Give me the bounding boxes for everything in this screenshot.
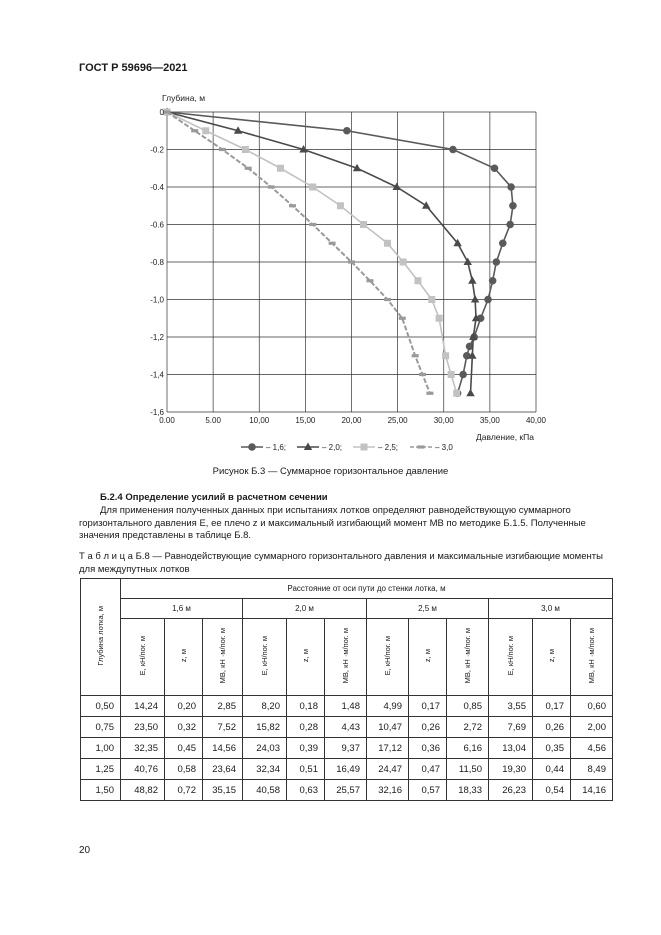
- value-cell: 0,18: [287, 696, 325, 717]
- chart-ticks: [150, 108, 546, 425]
- legend-label: – 2,0;: [322, 443, 343, 452]
- data-point-dash: [366, 279, 373, 282]
- chart-series: [163, 108, 517, 398]
- data-point-circle: [343, 127, 351, 135]
- data-point-dash: [384, 298, 391, 301]
- value-cell: 40,58: [243, 780, 287, 801]
- data-point-square: [361, 444, 368, 451]
- y-tick-label: -1,4: [150, 370, 164, 380]
- subheader: z, м: [423, 649, 432, 663]
- data-point-triangle: [422, 201, 430, 209]
- subheader-cell: [409, 619, 447, 696]
- value-cell: 2,85: [203, 696, 243, 717]
- value-cell: 15,82: [243, 717, 287, 738]
- distance-header: Расстояние от оси пути до стенки лотка, м: [121, 579, 613, 599]
- subheader-cell: [447, 619, 489, 696]
- value-cell: 2,00: [571, 717, 613, 738]
- subheader: z, м: [301, 649, 310, 663]
- value-cell: 19,30: [489, 759, 533, 780]
- value-cell: 23,50: [121, 717, 165, 738]
- value-cell: 32,35: [121, 738, 165, 759]
- data-point-square: [337, 202, 344, 209]
- chart-legend: [241, 443, 453, 453]
- value-cell: 6,16: [447, 738, 489, 759]
- x-tick-label: 30,00: [433, 416, 454, 425]
- data-point-circle: [509, 202, 517, 210]
- group-header-0: 1,6 м: [121, 599, 243, 619]
- table-title: Т а б л и ц а Б.8 — Равнодействующие суммарного горизонтального давления и максимальные изгибающие моменты для междупутных лотков: [79, 551, 603, 575]
- value-cell: 24,47: [367, 759, 409, 780]
- value-cell: 3,55: [489, 696, 533, 717]
- value-cell: 26,23: [489, 780, 533, 801]
- y-tick-label: 0: [159, 108, 164, 117]
- data-point-circle: [248, 443, 256, 451]
- subheader-cell: [165, 619, 203, 696]
- x-tick-label: 5.00: [205, 416, 221, 425]
- data-point-dash: [164, 110, 171, 113]
- value-cell: 0,45: [165, 738, 203, 759]
- data-point-square: [277, 165, 284, 172]
- data-point-triangle: [464, 258, 472, 266]
- subheader-cell: [243, 619, 287, 696]
- value-cell: 0,17: [533, 696, 571, 717]
- y-tick-label: -0.2: [150, 145, 164, 155]
- series-1: [163, 108, 517, 397]
- depth-cell: 1,25: [81, 759, 121, 780]
- depth-cell: 1,00: [81, 738, 121, 759]
- subheader-cell: [203, 619, 243, 696]
- data-point-square: [202, 127, 209, 134]
- data-point-dash: [245, 167, 252, 170]
- section-heading: Б.2.4 Определение усилий в расчетном сечении: [100, 492, 328, 503]
- value-cell: 7,69: [489, 717, 533, 738]
- data-point-dash: [412, 354, 419, 357]
- value-cell: 4,99: [367, 696, 409, 717]
- value-cell: 0,35: [533, 738, 571, 759]
- data-point-square: [442, 352, 449, 359]
- data-point-square: [448, 371, 455, 378]
- value-cell: 32,16: [367, 780, 409, 801]
- value-cell: 25,57: [325, 780, 367, 801]
- value-cell: 0,44: [533, 759, 571, 780]
- figure-caption: Рисунок Б.3 — Суммарное горизонтальное давление: [212, 466, 449, 477]
- subheader-cell: [533, 619, 571, 696]
- group-header-3: 3,0 м: [489, 599, 613, 619]
- subheader: z, м: [179, 649, 188, 663]
- value-cell: 0,26: [409, 717, 447, 738]
- x-tick-label: 20,00: [341, 416, 362, 425]
- value-cell: 8,49: [571, 759, 613, 780]
- value-cell: 4,56: [571, 738, 613, 759]
- subheader-cell: [121, 619, 165, 696]
- depth-cell: 0,50: [81, 696, 121, 717]
- value-cell: 14,24: [121, 696, 165, 717]
- data-point-circle: [484, 296, 492, 304]
- data-point-dash: [419, 373, 426, 376]
- legend-label: – 2,5;: [378, 443, 399, 452]
- value-cell: 0,47: [409, 759, 447, 780]
- table-row: [81, 780, 613, 801]
- x-tick-label: 25,00: [387, 416, 408, 425]
- value-cell: 0,54: [533, 780, 571, 801]
- value-cell: 14,56: [203, 738, 243, 759]
- data-point-square: [360, 221, 367, 228]
- subheader-cell: [287, 619, 325, 696]
- y-axis-label: Глубина, м: [162, 93, 206, 103]
- y-tick-label: -1,2: [150, 333, 164, 342]
- value-cell: 16,49: [325, 759, 367, 780]
- value-cell: 48,82: [121, 780, 165, 801]
- value-cell: 0,58: [165, 759, 203, 780]
- data-point-square: [242, 146, 249, 153]
- value-cell: 7,52: [203, 717, 243, 738]
- data-point-dash: [219, 148, 226, 151]
- value-cell: 17,12: [367, 738, 409, 759]
- y-tick-label: -1,6: [150, 408, 164, 417]
- value-cell: 0,60: [571, 696, 613, 717]
- series-line: [167, 112, 457, 393]
- depth-cell: 1,50: [81, 780, 121, 801]
- data-point-square: [384, 240, 391, 247]
- data-point-circle: [489, 277, 497, 285]
- value-cell: 8,20: [243, 696, 287, 717]
- data-point-dash: [426, 392, 433, 395]
- series-4: [164, 110, 434, 394]
- results-table: [80, 578, 613, 801]
- x-tick-label: 35,00: [479, 416, 500, 425]
- legend-label: – 1,6;: [266, 443, 287, 452]
- value-cell: 0,51: [287, 759, 325, 780]
- table-row: [81, 696, 613, 717]
- subheader: E, кН/пог. м: [506, 636, 515, 676]
- y-tick-label: -0.4: [150, 183, 164, 192]
- data-point-circle: [507, 183, 515, 191]
- value-cell: 2,72: [447, 717, 489, 738]
- value-cell: 0,63: [287, 780, 325, 801]
- data-point-circle: [506, 221, 514, 229]
- page-number: 20: [79, 845, 91, 856]
- value-cell: 0,72: [165, 780, 203, 801]
- value-cell: 0,17: [409, 696, 447, 717]
- series-line: [167, 112, 513, 393]
- data-point-square: [400, 259, 407, 266]
- pressure-chart: [140, 90, 560, 470]
- data-point-dash: [418, 445, 425, 448]
- data-point-dash: [289, 204, 296, 207]
- table-row: [81, 738, 613, 759]
- data-point-dash: [348, 260, 355, 263]
- y-tick-label: -0.8: [150, 258, 164, 267]
- value-cell: 1,48: [325, 696, 367, 717]
- subheader-cell: [367, 619, 409, 696]
- data-point-circle: [493, 258, 501, 266]
- value-cell: 23,64: [203, 759, 243, 780]
- subheader: MB, кН ·м/пог. м: [341, 628, 350, 684]
- table-row: [81, 759, 613, 780]
- depth-cell: 0,75: [81, 717, 121, 738]
- data-point-triangle: [466, 389, 474, 397]
- subheader: E, кН/пог. м: [383, 636, 392, 676]
- section-paragraph: Для применения полученных данных при испытаниях лотков определяют равнодействующую суммарного горизонтального давления E, ее плечо z и максимальный изгибающий момент MB по методике Б.1.5. Полученные значения представлены в таблице Б.8.: [79, 505, 586, 541]
- x-tick-label: 0.00: [159, 416, 175, 425]
- value-cell: 0,57: [409, 780, 447, 801]
- x-axis-label: Давление, кПа: [476, 432, 534, 442]
- value-cell: 11,50: [447, 759, 489, 780]
- data-point-circle: [499, 239, 507, 247]
- value-cell: 0,85: [447, 696, 489, 717]
- table-row: [81, 717, 613, 738]
- y-tick-label: -1,0: [150, 295, 164, 305]
- data-point-dash: [309, 223, 316, 226]
- value-cell: 13,04: [489, 738, 533, 759]
- data-point-square: [436, 315, 443, 322]
- value-cell: 10,47: [367, 717, 409, 738]
- value-cell: 0,36: [409, 738, 447, 759]
- subheader-cell: [489, 619, 533, 696]
- data-point-triangle: [471, 295, 479, 303]
- data-point-dash: [191, 129, 198, 132]
- series-2: [163, 108, 480, 397]
- depth-header: Глубина лотка, м: [96, 606, 105, 666]
- subheader: E, кН/пог. м: [138, 636, 147, 676]
- subheader-cell: [571, 619, 613, 696]
- series-line: [167, 112, 430, 393]
- data-point-triangle: [468, 276, 476, 284]
- x-tick-label: 15,00: [295, 416, 316, 425]
- value-cell: 9,37: [325, 738, 367, 759]
- value-cell: 0,28: [287, 717, 325, 738]
- group-header-1: 2,0 м: [243, 599, 367, 619]
- data-point-square: [428, 296, 435, 303]
- document-header: ГОСТ Р 59696—2021: [79, 62, 188, 74]
- value-cell: 40,76: [121, 759, 165, 780]
- value-cell: 35,15: [203, 780, 243, 801]
- x-tick-label: 10,00: [249, 416, 270, 425]
- data-point-dash: [329, 242, 336, 245]
- data-point-square: [414, 277, 421, 284]
- value-cell: 14,16: [571, 780, 613, 801]
- data-point-circle: [491, 164, 499, 172]
- subheader: E, кН/пог. м: [260, 636, 269, 676]
- subheader: MB, кН ·м/пог. м: [218, 628, 227, 684]
- data-point-circle: [449, 146, 457, 154]
- value-cell: 0,32: [165, 717, 203, 738]
- subheader-cell: [325, 619, 367, 696]
- value-cell: 32,34: [243, 759, 287, 780]
- subheader: MB, кН ·м/пог. м: [587, 628, 596, 684]
- data-point-dash: [268, 185, 275, 188]
- legend-label: – 3,0: [435, 443, 453, 452]
- depth-header-cell: [81, 579, 121, 696]
- value-cell: 0,20: [165, 696, 203, 717]
- subheader: z, м: [547, 649, 556, 663]
- value-cell: 18,33: [447, 780, 489, 801]
- value-cell: 0,39: [287, 738, 325, 759]
- data-point-square: [453, 390, 460, 397]
- value-cell: 24,03: [243, 738, 287, 759]
- x-tick-label: 40,00: [525, 416, 547, 425]
- value-cell: 0,26: [533, 717, 571, 738]
- group-header-2: 2,5 м: [367, 599, 489, 619]
- data-point-circle: [459, 371, 467, 379]
- data-point-square: [309, 184, 316, 191]
- value-cell: 4,43: [325, 717, 367, 738]
- subheader: MB, кН ·м/пог. м: [463, 628, 472, 684]
- data-point-dash: [399, 317, 406, 320]
- y-tick-label: -0.6: [150, 220, 164, 230]
